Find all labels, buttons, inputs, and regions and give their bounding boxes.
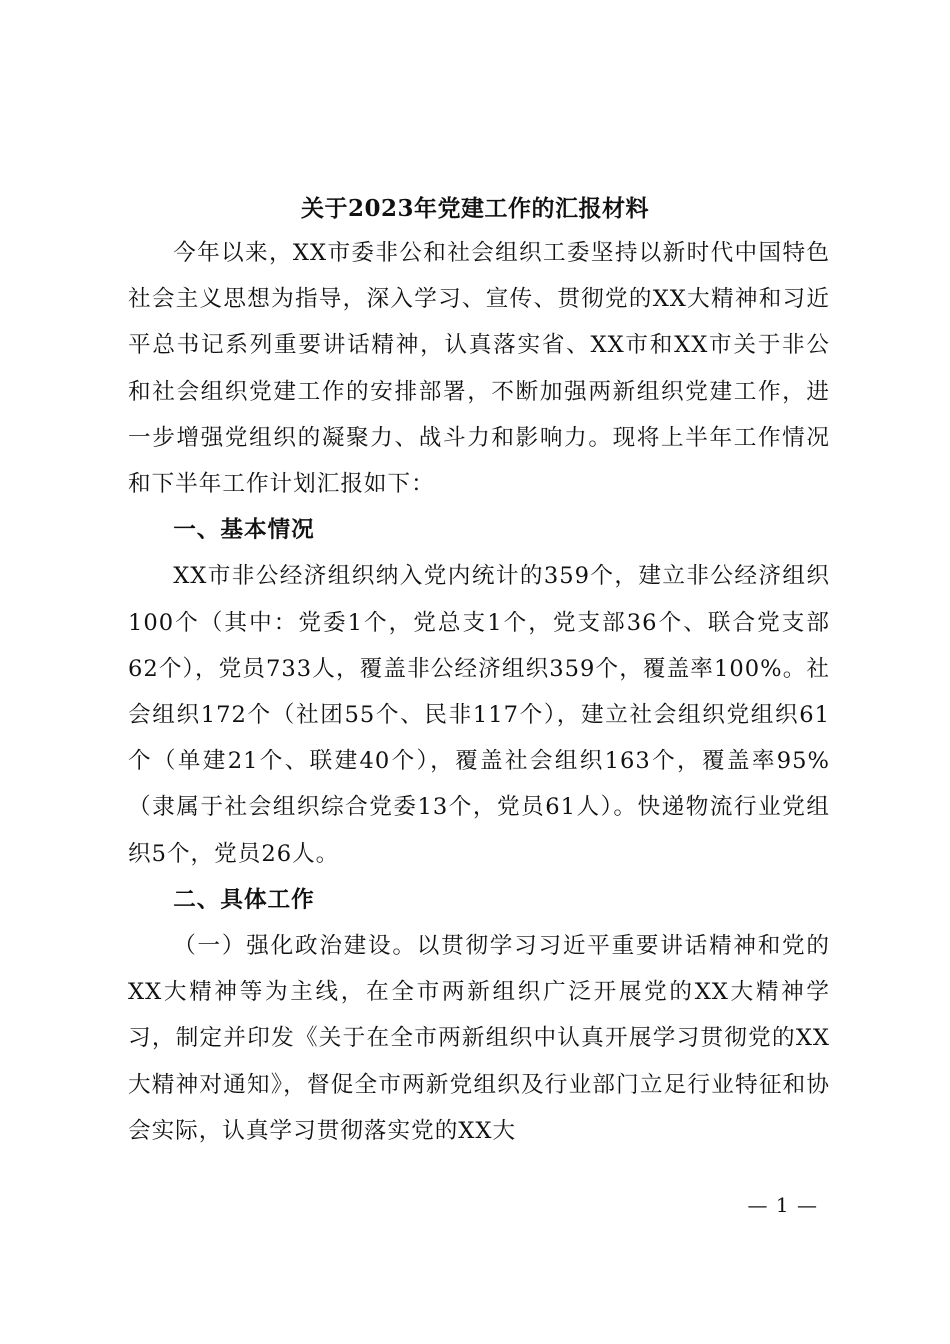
basic-situation-paragraph: XX市非公经济组织纳入党内统计的359个，建立非公经济组织100个（其中：党委1个，党总支1个，党支部36个、联合党支部62个），党员733人，覆盖非公经济组织359个，覆盖率100%。社会组织172个（社团55个、民非117个），建立社会组织党组织61个（单建21个、联建40个），覆盖社会组织163个，覆盖率95%（隶属于社会组织综合党委13个，党员61人）。快递物流行业党组织5个，党员26人。 [128, 563, 830, 867]
specific-work-paragraph: （一）强化政治建设。以贯彻学习习近平重要讲话精神和党的XX大精神等为主线，在全市两新组织广泛开展党的XX大精神学习，制定并印发《关于在全市两新组织中认真开展学习贯彻党的XX大精神对通知》，督促全市两新党组织及行业部门立足行业特征和协会实际，认真学习贯彻落实党的XX大 [128, 933, 830, 1144]
document-body [128, 230, 830, 1154]
section-heading-specific-work: 二、具体工作 [173, 886, 315, 913]
intro-paragraph: 今年以来，XX市委非公和社会组织工委坚持以新时代中国特色社会主义思想为指导，深入学习、宣传、贯彻党的XX大精神和习近平总书记系列重要讲话精神，认真落实省、XX市和XX市关于非公和社会组织党建工作的安排部署，不断加强两新组织党建工作，进一步增强党组织的凝聚力、战斗力和影响力。现将上半年工作情况和下半年工作计划汇报如下： [128, 240, 830, 498]
document-title: 关于2023年党建工作的汇报材料 [300, 195, 649, 222]
section-heading-basic-situation: 一、基本情况 [173, 517, 315, 544]
page-number: — 1 — [747, 1193, 818, 1217]
